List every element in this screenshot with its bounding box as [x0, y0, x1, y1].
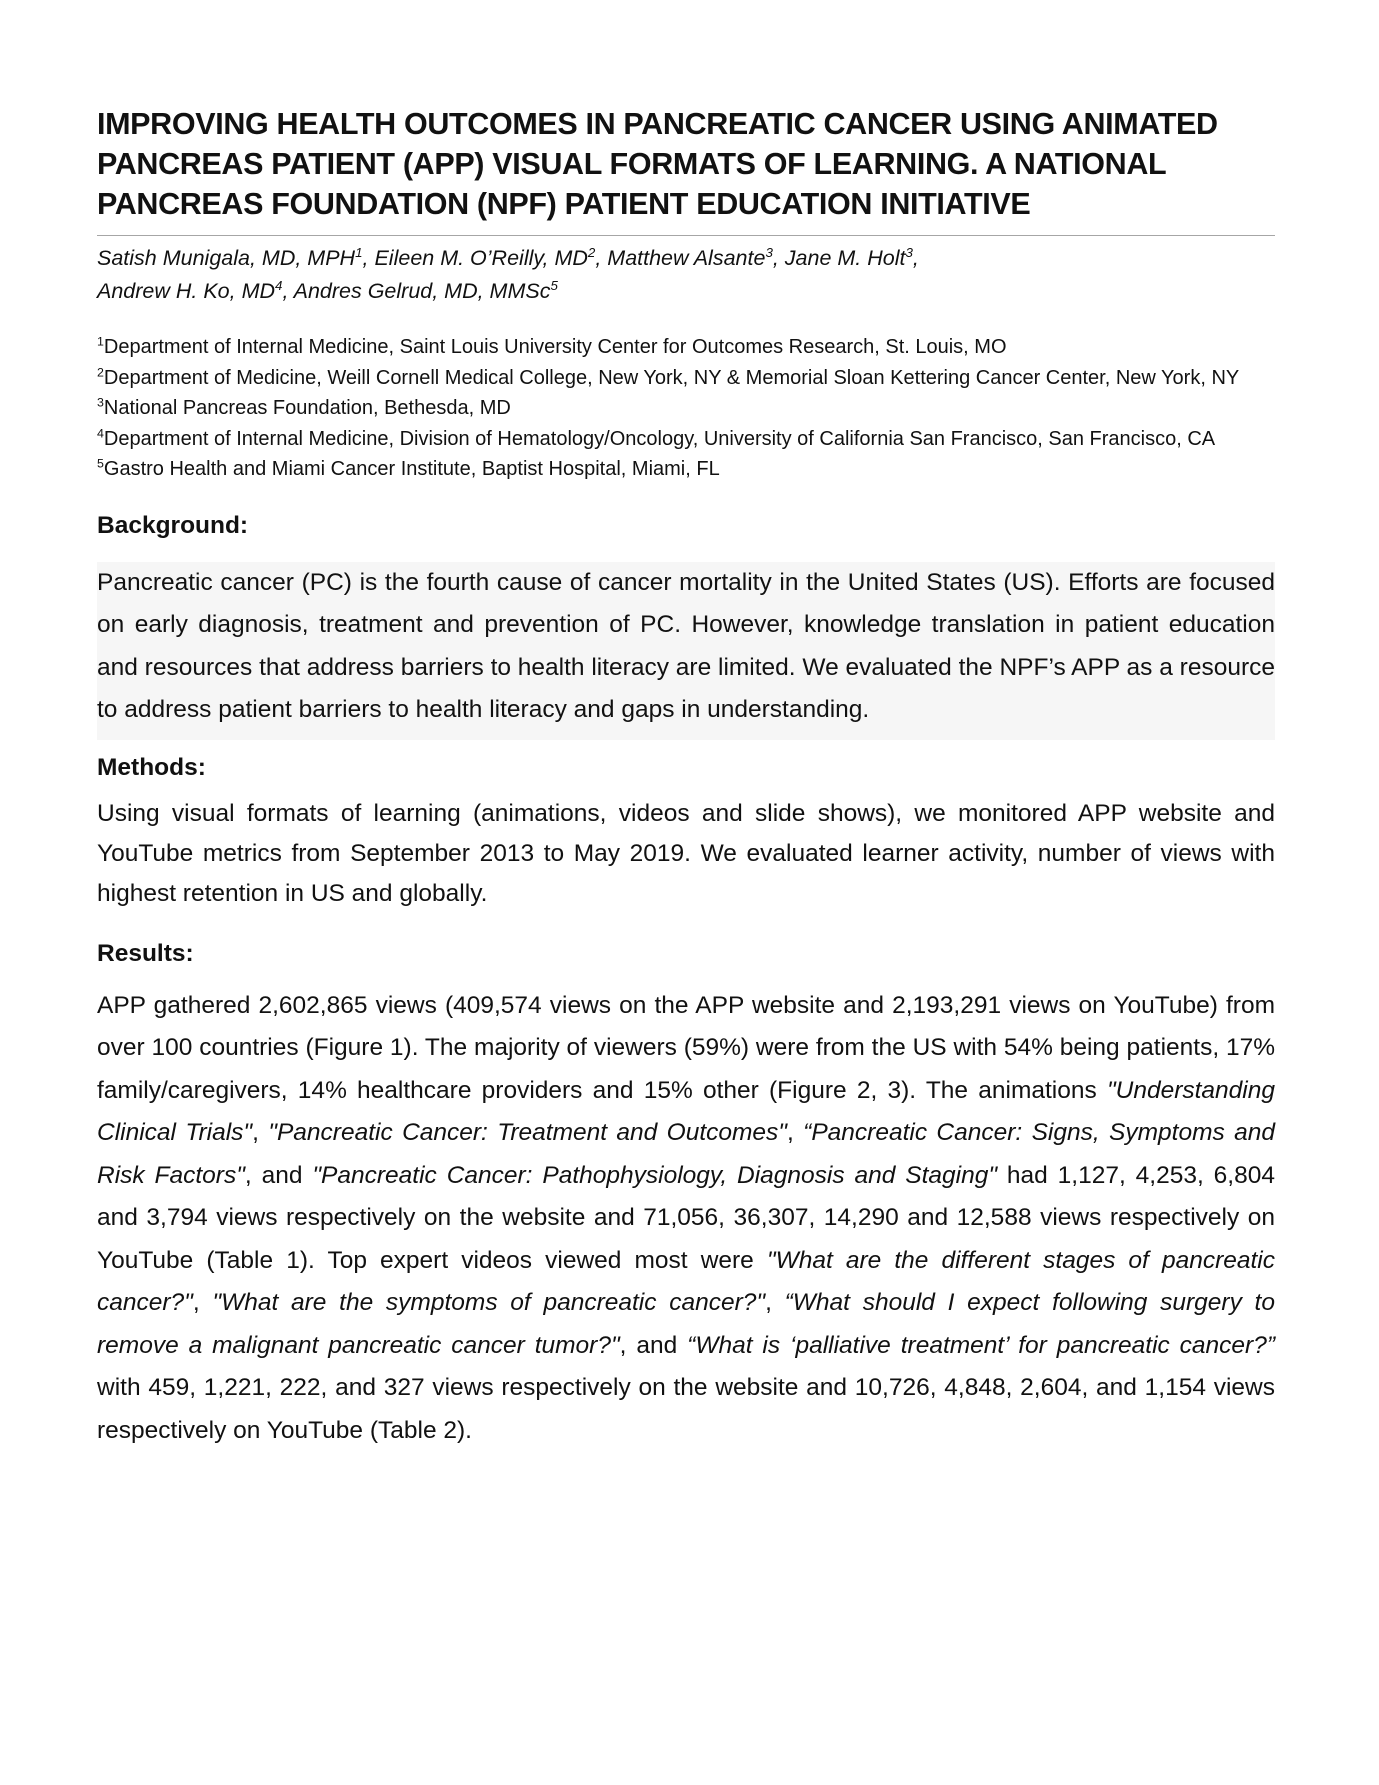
- video-title-stages: "What are the different stages of pancreatic cancer?": [97, 1246, 1275, 1316]
- author-superscript: 3: [765, 244, 773, 260]
- title-divider: [97, 235, 1275, 236]
- methods-paragraph: Using visual formats of learning (animations, videos and slide shows), we monitored APP website and YouTube metrics from September 2013 to May 2019. We evaluated learner activity, number of views with highest retention in US and globally.: [97, 799, 1275, 907]
- author-name: , Jane M. Holt: [772, 246, 906, 270]
- video-title-surgery: “What should I expect following surgery to remove a malignant pancreatic cancer tumor?": [97, 1289, 1275, 1359]
- author-superscript: 2: [587, 244, 596, 260]
- author-superscript: 3: [905, 244, 913, 260]
- affiliation-item: [97, 424, 1275, 455]
- affiliation-item: [97, 363, 1275, 394]
- affiliation-number: 2: [97, 364, 104, 379]
- affiliation-text: National Pancreas Foundation, Bethesda, MD: [103, 397, 511, 419]
- affiliation-list: [97, 332, 1275, 485]
- results-text: ,: [786, 1119, 804, 1146]
- affiliation-text: Department of Internal Medicine, Division of Hematology/Oncology, University of California San Francisco, San Francisco, CA: [103, 427, 1216, 450]
- results-text: , and: [244, 1161, 313, 1189]
- results-text: ,: [192, 1289, 213, 1316]
- affiliation-number: 3: [97, 395, 104, 410]
- author-name: , Andres Gelrud, MD, MMSc: [282, 279, 551, 303]
- results-text: , and: [619, 1331, 688, 1359]
- affiliation-text: Department of Internal Medicine, Saint Louis University Center for Outcomes Research, St. Louis, MO: [103, 336, 1007, 358]
- paper-title: IMPROVING HEALTH OUTCOMES IN PANCREATIC CANCER USING ANIMATED PANCREAS PATIENT (APP) VISUAL FORMATS OF LEARNING. A NATIONAL PANCREAS FOUNDATION (NPF) PATIENT EDUCATION INITIATIVE: [97, 107, 1218, 221]
- affiliation-number: 4: [97, 425, 104, 440]
- affiliation-item: [97, 454, 1275, 485]
- author-separator: ,: [912, 246, 919, 270]
- results-text: ,: [252, 1119, 269, 1146]
- animation-title-pathophysiology: "Pancreatic Cancer: Pathophysiology, Diagnosis and Staging": [312, 1161, 998, 1189]
- author-name: , Matthew Alsante: [595, 246, 766, 270]
- author-superscript: 1: [355, 244, 363, 260]
- animation-title-signs: “Pancreatic Cancer: Signs, Symptoms and Risk Factors": [97, 1119, 1275, 1189]
- affiliation-item: [97, 332, 1275, 363]
- video-title-palliative: “What is ‘palliative treatment’ for pancreatic cancer?”: [687, 1331, 1275, 1359]
- affiliation-number: 5: [97, 456, 104, 471]
- affiliation-number: 1: [97, 334, 104, 349]
- results-text: with 459, 1,221, 222, and 327 views respectively on the website and 10,726, 4,848, 2,604, and 1,154 views respectively on YouTube (Table 2).: [97, 1374, 1275, 1444]
- author-superscript: 5: [550, 277, 558, 293]
- author-line-1: [97, 242, 1275, 275]
- author-name: , Eileen M. O’Reilly, MD: [362, 246, 588, 270]
- animation-title-treatment: "Pancreatic Cancer: Treatment and Outcomes": [268, 1119, 787, 1146]
- results-paragraph: [97, 985, 1275, 1453]
- results-text: ,: [765, 1289, 785, 1316]
- author-name: Andrew H. Ko, MD: [97, 279, 276, 303]
- results-text: had 1,127, 4,253, 6,804 and 3,794 views respectively on the website and 71,056, 36,307, 14,290 and 12,588 views respectively on YouTube (Table 1). Top expert videos viewed most were: [97, 1161, 1275, 1274]
- affiliation-text: Gastro Health and Miami Cancer Institute, Baptist Hospital, Miami, FL: [103, 458, 720, 480]
- background-heading: Background:: [97, 511, 249, 539]
- video-title-symptoms: "What are the symptoms of pancreatic cancer?": [212, 1289, 766, 1316]
- document-page: [97, 104, 1275, 1452]
- author-line-2: [97, 275, 1275, 308]
- author-superscript: 4: [275, 277, 283, 293]
- author-name: Satish Munigala, MD, MPH: [97, 246, 356, 270]
- author-list: [97, 242, 1275, 308]
- results-text: APP gathered 2,602,865 views (409,574 views on the APP website and 2,193,291 views on YouTube) from over 100 countries (Figure 1). The majority of viewers (59%) were from the US with 54% being patients, 17% family/caregivers, 14% healthcare providers and 15% other (Figure 2, 3). The animations: [97, 991, 1275, 1104]
- affiliation-item: [97, 393, 1275, 424]
- animation-title-clinical-trials: "Understanding Clinical Trials": [97, 1076, 1275, 1146]
- background-paragraph: Pancreatic cancer (PC) is the fourth cause of cancer mortality in the United States (US). Efforts are focused on early diagnosis, treatment and prevention of PC. However, knowledge translation in patient education and resources that address barriers to health literacy are limited. We evaluated the NPF’s APP as a resource to address patient barriers to health literacy and gaps in understanding.: [97, 562, 1275, 740]
- affiliation-text: Department of Medicine, Weill Cornell Medical College, New York, NY & Memorial Sloan Kettering Cancer Center, New York, NY: [103, 366, 1240, 389]
- methods-heading: Methods:: [97, 753, 206, 781]
- results-heading: Results:: [97, 939, 194, 967]
